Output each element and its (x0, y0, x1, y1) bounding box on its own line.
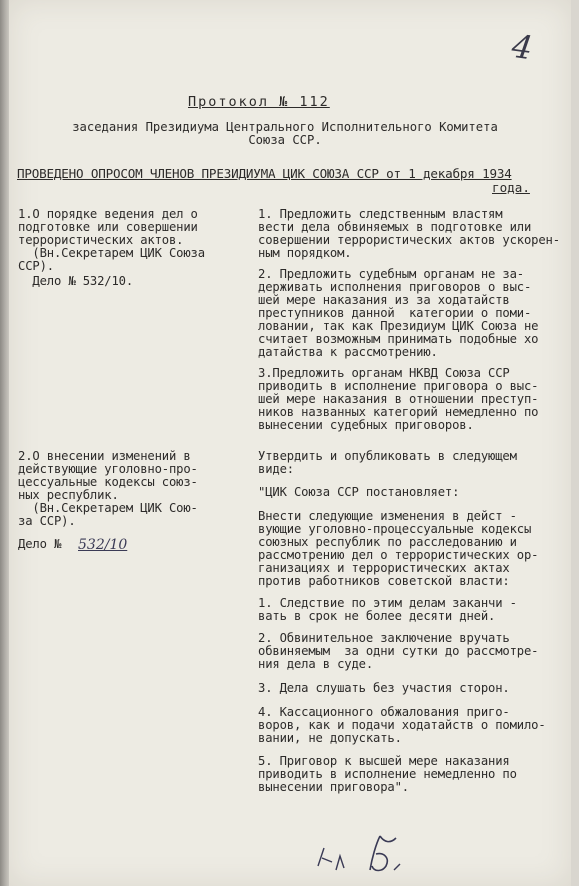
page-binding-edge (0, 0, 9, 886)
item-2-heading-line: цессуальные кодексы союз- (18, 475, 198, 489)
decree-preamble-line: рассмотрению дел о террористических ор- (258, 548, 539, 562)
item-1-heading-line: террористических актов. (18, 233, 184, 247)
item-1-submitter-line: (Вн.Секретарем ЦИК Союза (18, 246, 205, 260)
decision-1-para-1-line: 1. Предложить следственным властям (258, 207, 503, 221)
item-2-submitter-line: (Вн.Секретарем ЦИК Сою- (18, 501, 198, 515)
decision-2-intro-line: Утвердить и опубликовать в следующем (258, 449, 517, 463)
protocol-subtitle-line-1: заседания Президиума Центрального Исполнительного Комитета (72, 120, 498, 134)
item-2-handwritten-dossier-number: 532/10 (78, 537, 128, 553)
decision-1-para-1-line: вести дела обвиняемых в подготовке или (258, 220, 532, 234)
decision-1-para-3-line: ников названных категорий немедленно по (258, 405, 539, 419)
item-1-dossier-number: Дело № 532/10. (18, 274, 133, 288)
decree-clause-5-line: 5. Приговор к высшей мере наказания (258, 754, 510, 768)
decree-preamble-line: Внести следующие изменения в дейст - (258, 509, 517, 523)
item-1-submitter-line: ССР). (18, 259, 54, 273)
decree-preamble-line: ганизациях и террористических актах (258, 561, 510, 575)
decision-1-para-3-line: шей мере наказания в отношении преступ- (258, 392, 539, 406)
item-2-heading-line: 2.О внесении изменений в (18, 449, 191, 463)
decree-preamble-line: вующие уголовно-процессуальные кодексы (258, 522, 532, 536)
decree-preamble-line: союзных республик по расследованию и (258, 535, 517, 549)
decree-clause-2-line: 2. Обвинительное заключение вручать (258, 631, 510, 645)
decision-1-para-1-line: ным порядком. (258, 246, 352, 260)
item-2-submitter-line: за ССР). (18, 514, 76, 528)
decision-1-para-2-line: ловании, так как Президиум ЦИК Союза не (258, 319, 539, 333)
decree-clause-3-line: 3. Дела слушать без участия сторон. (258, 681, 510, 695)
session-date-year: года. (492, 180, 530, 195)
decision-1-para-1-line: совершении террористических актов ускорен- (258, 233, 560, 247)
session-date-line: ПРОВЕДЕНО ОПРОСОМ ЧЛЕНОВ ПРЕЗИДИУМА ЦИК СОЮЗА ССР от 1 декабря 1934 (17, 166, 512, 181)
decree-clause-1-line: вать в срок не более десяти дней. (258, 609, 496, 623)
decree-clause-5-line: приводить в исполнение немедленно по (258, 767, 517, 781)
protocol-subtitle-line-2: Союза ССР. (248, 133, 322, 147)
decision-1-para-3-line: приводить в исполнение приговора о выс- (258, 379, 539, 393)
decree-preamble-line: против работников советской власти: (258, 574, 510, 588)
decision-1-para-2-line: 2. Предложить судебным органам не за- (258, 267, 524, 281)
decision-1-para-2-line: преступников данной категории о поми- (258, 306, 532, 320)
decree-clause-4-line: вании, не допускать. (258, 731, 402, 745)
decree-clause-2-line: обвиняемым за одни сутки до рассмотре- (258, 644, 539, 658)
item-1-heading-line: 1.О порядке ведения дел о (18, 207, 198, 221)
decision-1-para-2-line: считает возможным принимать подобные хо (258, 332, 539, 346)
decree-clause-4-line: 4. Кассационного обжалования приго- (258, 705, 510, 719)
decree-clause-1-line: 1. Следствие по этим делам заканчи - (258, 596, 517, 610)
handwritten-page-number: 4 (509, 26, 535, 68)
decree-clause-5-line: вынесении приговора". (258, 780, 409, 794)
item-2-heading-line: ных республик. (18, 488, 119, 502)
decision-1-para-3-line: 3.Предложить органам НКВД Союза ССР (258, 366, 510, 380)
item-1-heading-line: подготовке или совершении (18, 220, 198, 234)
decree-clause-2-line: ния дела в суде. (258, 657, 373, 671)
decree-heading: "ЦИК Союза ССР постановляет: (258, 485, 460, 499)
decision-2-intro-line: виде: (258, 462, 294, 476)
item-2-dossier-label: Дело № (18, 537, 62, 551)
protocol-title: Протокол № 112 (188, 94, 330, 110)
handwritten-signature-mark (310, 818, 420, 878)
decision-1-para-2-line: шей мере наказания из за ходатайств (258, 293, 510, 307)
decision-1-para-2-line: держивать исполнения приговоров о выс- (258, 280, 532, 294)
decision-1-para-2-line: датайства к рассмотрению. (258, 345, 438, 359)
decree-clause-4-line: воров, как и подачи ходатайств о помило- (258, 718, 546, 732)
decision-1-para-3-line: вынесении судебных приговоров. (258, 418, 474, 432)
page-right-edge (571, 0, 579, 886)
item-2-heading-line: действующие уголовно-про- (18, 462, 198, 476)
